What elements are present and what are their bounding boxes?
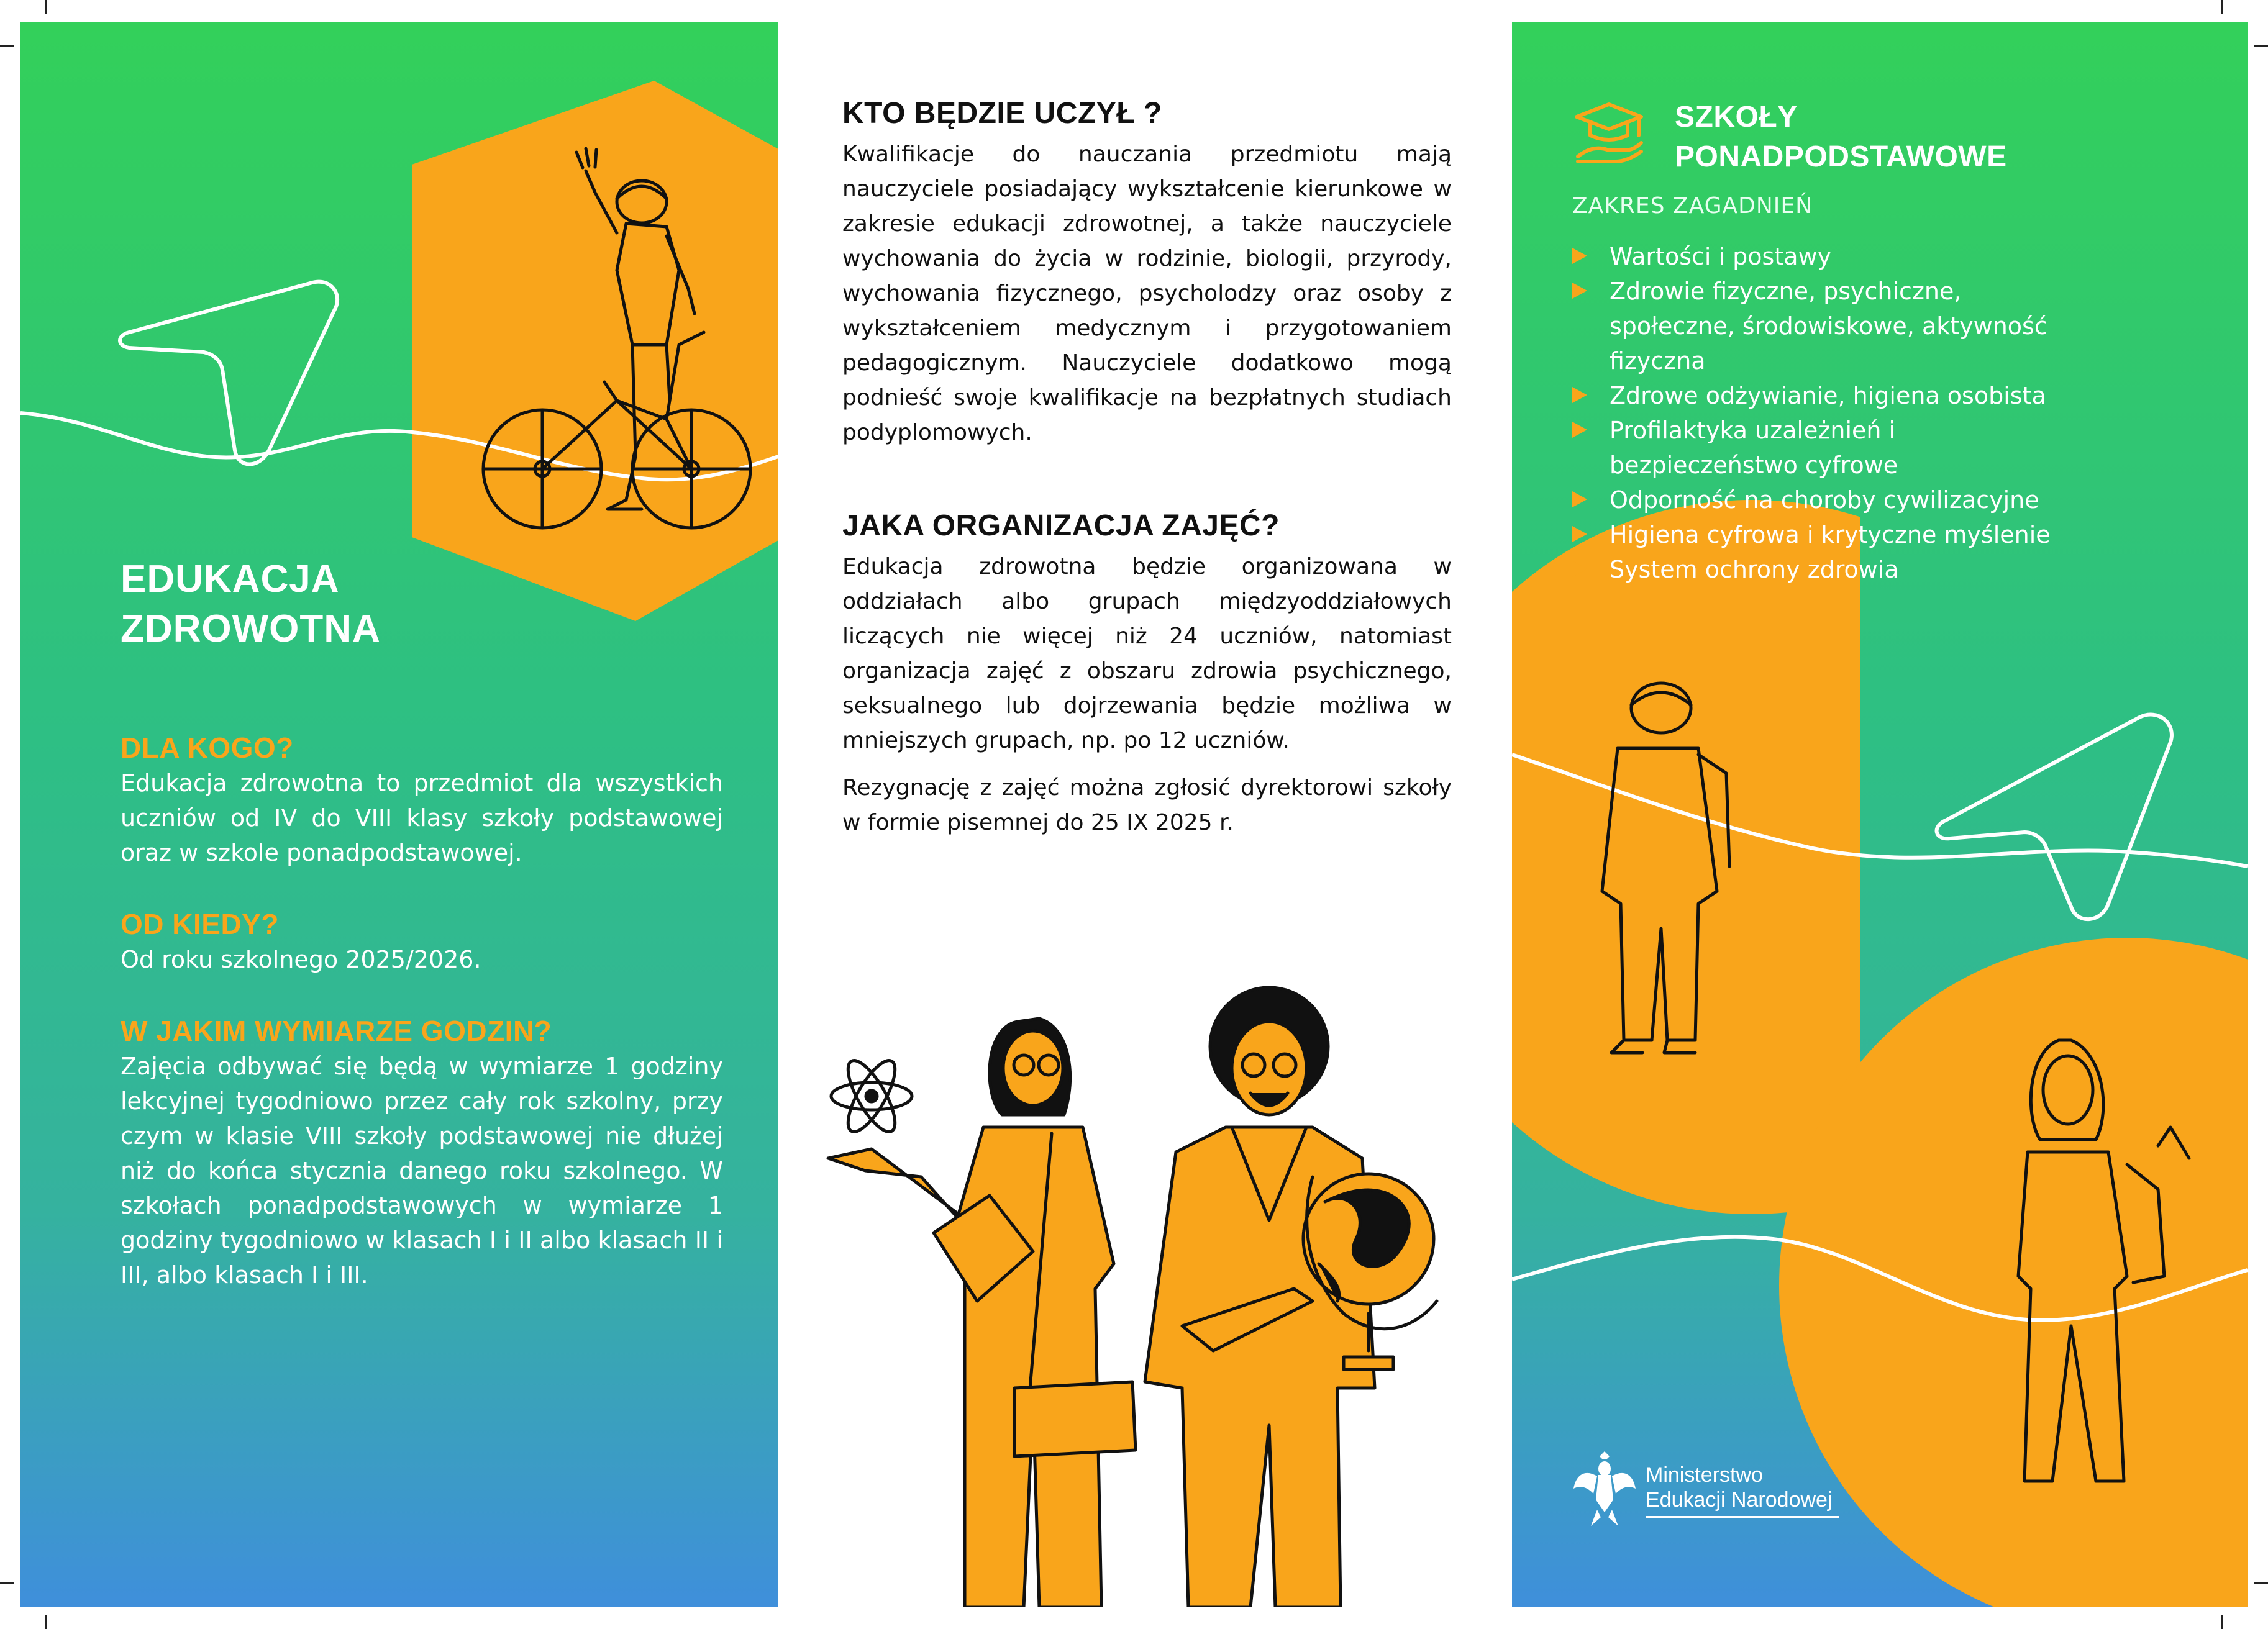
topics-list	[1572, 239, 2088, 587]
text-organization: Edukacja zdrowotna będzie organizowana w oddziałach albo grupach międzyoddziałowych liczących nie więcej niż 24 uczniów, natomiast organizacja zajęć z obszaru zdrowia psychicznego, seksualnego lub dojrzewania będzie możliwa w mniejszych grupach, np. po 12 uczniów.	[842, 554, 1452, 753]
title-line-1: EDUKACJA	[121, 558, 340, 601]
bullet-triangle-icon	[1572, 526, 1587, 542]
title-line-2: ZDROWOTNA	[121, 607, 381, 650]
section-text-since-when: Od roku szkolnego 2025/2026.	[121, 946, 481, 973]
topic-label: System ochrony zdrowia	[1610, 556, 1899, 583]
arrow-outline-icon	[1937, 715, 2172, 920]
topics-subtitle: ZAKRES ZAGADNIEŃ	[1572, 193, 1813, 219]
section-heading-hours: W JAKIM WYMIARZE GODZIN?	[121, 1015, 552, 1047]
crop-mark	[45, 0, 47, 14]
heading-organization: JAKA ORGANIZACJA ZAJĘĆ?	[842, 509, 1280, 542]
topic-item	[1572, 239, 2088, 274]
arrow-outline-icon	[120, 282, 337, 465]
right-panel	[1512, 22, 2248, 1607]
crop-mark	[2254, 45, 2268, 47]
text-resignation: Rezygnację z zajęć można zgłosić dyrektorowi szkoły w formie pisemnej do 25 IX 2025 r.	[842, 775, 1452, 835]
topic-item	[1572, 552, 2088, 587]
right-title	[1675, 98, 2221, 177]
crop-mark	[2221, 0, 2223, 14]
topic-item	[1572, 378, 2088, 413]
woman-teacher-figure	[828, 1019, 1136, 1607]
crop-mark	[0, 45, 14, 47]
topic-item	[1572, 413, 2088, 483]
topic-item	[1572, 274, 2088, 378]
topic-label: Zdrowe odżywianie, higiena osobista	[1610, 382, 2046, 409]
right-title-line-2: PONADPODSTAWOWE	[1675, 140, 2007, 173]
crop-mark	[2221, 1615, 2223, 1629]
topic-label: Odporność na choroby cywilizacyjne	[1610, 486, 2039, 514]
topic-item	[1572, 517, 2088, 552]
bullet-triangle-icon	[1572, 248, 1587, 264]
topic-label: Profilaktyka uzależnień i bezpieczeństwo cyfrowe	[1610, 417, 1898, 479]
bullet-triangle-icon	[1572, 422, 1587, 438]
section-text-for-whom: Edukacja zdrowotna to przedmiot dla wszystkich uczniów od IV do VIII klasy szkoły podstawowej oraz w szkole ponadpodstawowej.	[121, 769, 723, 866]
bullet-triangle-icon	[1572, 283, 1587, 299]
section-heading-since-when: OD KIEDY?	[121, 908, 279, 940]
text-who-teaches: Kwalifikacje do nauczania przedmiotu mają nauczyciele posiadający wykształcenie kierunkowe w zakresie edukacji zdrowotnej, a także nauczyciele wychowania do życia w rodzinie, biologii, przyrody, wychowania fizycznego, psycholodzy oraz osoby z wykształceniem medycznym i przygotowaniem pedagogicznym. Nauczyciele dodatkowo mogą podnieść swoje kwalifikacje na bezpłatnych studiach podyplomowych.	[842, 142, 1452, 445]
logo-underline	[1646, 1516, 1839, 1518]
ministry-name-line-1: Ministerstwo	[1646, 1463, 1763, 1487]
page-title	[121, 555, 680, 654]
middle-text	[842, 95, 1452, 840]
bullet-triangle-icon	[1572, 387, 1587, 403]
topic-label: Zdrowie fizyczne, psychiczne, społeczne, środowiskowe, aktywność fizyczna	[1610, 278, 2047, 374]
left-panel	[20, 22, 778, 1607]
right-title-line-1: SZKOŁY	[1675, 101, 1798, 134]
teachers-illustration	[778, 953, 1512, 1607]
section-heading-for-whom: DLA KOGO?	[121, 732, 294, 764]
left-decoration	[20, 22, 778, 643]
crop-mark	[2254, 1582, 2268, 1584]
bullet-triangle-icon	[1572, 491, 1587, 507]
section-text-hours: Zajęcia odbywać się będą w wymiarze 1 godziny lekcyjnej tygodniowo przez cały rok szkolny, przy czym w klasie VIII szkoły podstawowej nie dłużej niż do końca stycznia danego roku szkolnego. W szkołach ponadpodstawowych w wymiarze 1 godziny tygodniowo w klasach I i II albo klasach II i III, albo klasach I i III.	[121, 1053, 723, 1289]
crop-mark	[0, 1582, 14, 1584]
atom-icon	[831, 1055, 912, 1138]
topic-item	[1572, 483, 2088, 517]
bullet-triangle-icon	[1572, 561, 1587, 577]
middle-panel	[778, 22, 1512, 1607]
ministry-logo	[1572, 1450, 1858, 1531]
heading-who-teaches: KTO BĘDZIE UCZYŁ ?	[842, 97, 1162, 130]
crop-mark	[45, 1615, 47, 1629]
ministry-name-line-2: Edukacji Narodowej	[1646, 1488, 1833, 1512]
eagle-emblem-icon	[1572, 1450, 1637, 1531]
left-sections	[121, 730, 723, 1292]
topic-label: Wartości i postawy	[1610, 243, 1832, 270]
graduation-cap-hand-icon	[1572, 99, 1646, 168]
topic-label: Higiena cyfrowa i krytyczne myślenie	[1610, 521, 2051, 548]
